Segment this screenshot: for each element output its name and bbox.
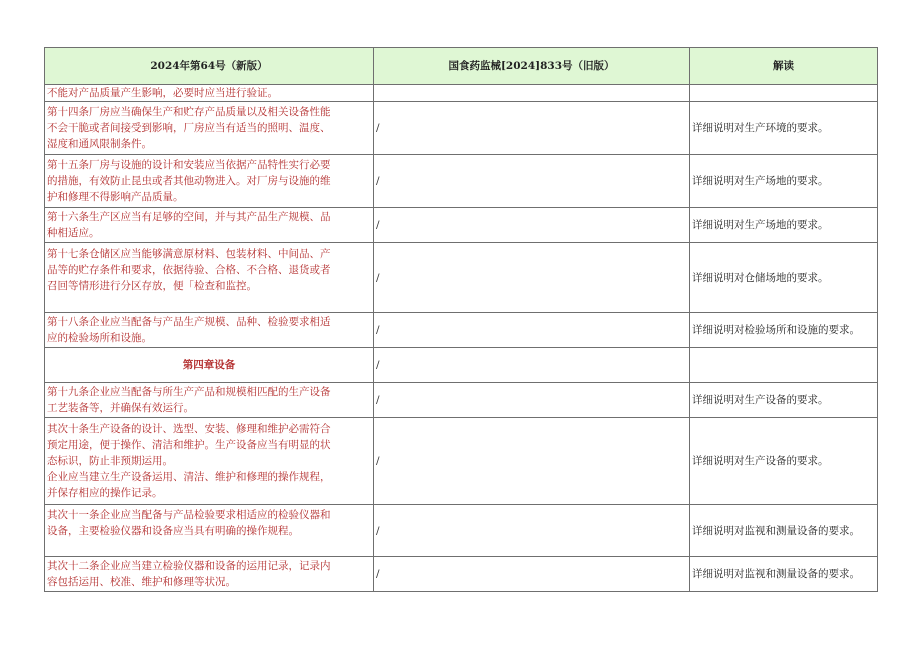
new-clause-cell bbox=[45, 418, 374, 505]
interpretation-cell: 详细说明对监视和测量设备的要求。 bbox=[690, 505, 878, 557]
chapter-heading: 第四章设备 bbox=[45, 348, 374, 383]
new-clause-cell bbox=[45, 383, 374, 418]
clause-line bbox=[47, 539, 371, 555]
comparison-table bbox=[44, 47, 878, 592]
interpretation-cell: 详细说明对监视和测量设备的要求。 bbox=[690, 557, 878, 592]
clause-line: 不能对产品质量产生影响，必要时应当进行验证。 bbox=[47, 87, 278, 99]
table-row bbox=[45, 208, 878, 243]
table-row bbox=[45, 102, 878, 155]
clause-line: 其次十二条企业应当建立检验仪器和设备的运用记录，记录内 bbox=[47, 560, 331, 572]
interpretation-cell: 详细说明对生产场地的要求。 bbox=[690, 208, 878, 243]
clause-line: 应的检验场所和设施。 bbox=[47, 332, 152, 344]
new-clause-cell bbox=[45, 505, 374, 557]
clause-line: 护和修理不得影响产品质量。 bbox=[47, 191, 184, 203]
clause-line: 其次十条生产设备的设计、选型、安装、修理和维护必需符合 bbox=[47, 423, 331, 435]
clause-line: 工艺装备等，并确保有效运行。 bbox=[47, 402, 194, 414]
clause-line: 并保存相应的操作记录。 bbox=[47, 487, 163, 499]
header-old-version: 国食药监械[2024]833号（旧版） bbox=[374, 48, 690, 85]
clause-line: 预定用途，便于操作、清洁和维护。生产设备应当有明显的状 bbox=[47, 439, 331, 451]
interpretation-cell: 详细说明对生产环境的要求。 bbox=[690, 102, 878, 155]
header-row bbox=[45, 48, 878, 85]
interpretation-cell: 详细说明对生产设备的要求。 bbox=[690, 383, 878, 418]
interpretation-cell: 详细说明对检验场所和设施的要求。 bbox=[690, 313, 878, 348]
table-row bbox=[45, 383, 878, 418]
new-clause-cell bbox=[45, 85, 374, 102]
interpretation-cell bbox=[690, 348, 878, 383]
clause-line: 设备，主要检验仪器和设备应当具有明确的操作规程。 bbox=[47, 524, 299, 537]
interpretation-cell: 详细说明对生产场地的要求。 bbox=[690, 155, 878, 208]
interpretation-cell: 详细说明对生产设备的要求。 bbox=[690, 418, 878, 505]
interpretation-cell: 详细说明对仓储场地的要求。 bbox=[690, 243, 878, 313]
clause-line: 其次十一条企业应当配备与产品检验要求相适应的检验仪器和 bbox=[47, 508, 331, 521]
old-clause-cell bbox=[374, 85, 690, 102]
table-row bbox=[45, 85, 878, 102]
table-row bbox=[45, 505, 878, 557]
new-clause-cell bbox=[45, 557, 374, 592]
header-interpretation: 解读 bbox=[690, 48, 878, 85]
old-clause-cell: / bbox=[374, 348, 690, 383]
clause-line: 态标识，防止非预期运用。 bbox=[47, 455, 173, 467]
header-new-version: 2024年第64号（新版） bbox=[45, 48, 374, 85]
chapter-row bbox=[45, 348, 878, 383]
clause-line bbox=[47, 294, 371, 310]
old-clause-cell: / bbox=[374, 557, 690, 592]
clause-line: 第十六条生产区应当有足够的空间，并与其产品生产规模、品 bbox=[47, 211, 331, 223]
table-row bbox=[45, 313, 878, 348]
new-clause-cell bbox=[45, 313, 374, 348]
clause-line: 的措施，有效防止昆虫或者其他动物进入。对厂房与设施的维 bbox=[47, 175, 331, 187]
old-clause-cell: / bbox=[374, 313, 690, 348]
old-clause-cell: / bbox=[374, 505, 690, 557]
clause-line: 第十八条企业应当配备与产品生产规模、品种、检验要求相适 bbox=[47, 316, 331, 328]
clause-line: 第十七条仓储区应当能够满意原材料、包装材料、中间品、产 bbox=[47, 247, 331, 260]
old-clause-cell: / bbox=[374, 208, 690, 243]
table-row bbox=[45, 155, 878, 208]
clause-line: 容包括运用、校准、维护和修理等状况。 bbox=[47, 576, 236, 588]
table-row bbox=[45, 418, 878, 505]
clause-line: 召回等情形进行分区存放，便「检查和监控。 bbox=[47, 279, 257, 292]
clause-line: 湿度和通风限制条件。 bbox=[47, 138, 152, 150]
clause-line: 企业应当建立生产设备运用、清洁、维护和修理的操作规程， bbox=[47, 471, 331, 483]
clause-line: 不会干脆或者间接受到影响，厂房应当有适当的照明、温度、 bbox=[47, 122, 331, 134]
new-clause-cell bbox=[45, 208, 374, 243]
table-row bbox=[45, 557, 878, 592]
clause-line: 第十四条厂房应当确保生产和贮存产品质量以及相关设备性能 bbox=[47, 106, 331, 118]
clause-line: 第十五条厂房与设施的设计和安装应当依据产品特性实行必要 bbox=[47, 159, 331, 171]
old-clause-cell: / bbox=[374, 102, 690, 155]
interpretation-cell bbox=[690, 85, 878, 102]
clause-line: 第十九条企业应当配备与所生产产品和规模相匹配的生产设备 bbox=[47, 386, 331, 398]
old-clause-cell: / bbox=[374, 418, 690, 505]
new-clause-cell bbox=[45, 243, 374, 313]
clause-line: 种相适应。 bbox=[47, 227, 100, 239]
old-clause-cell: / bbox=[374, 383, 690, 418]
new-clause-cell bbox=[45, 155, 374, 208]
clause-line: 品等的贮存条件和要求，依据待验、合格、不合格、退货或者 bbox=[47, 263, 331, 276]
old-clause-cell: / bbox=[374, 243, 690, 313]
table-row bbox=[45, 243, 878, 313]
old-clause-cell: / bbox=[374, 155, 690, 208]
new-clause-cell bbox=[45, 102, 374, 155]
